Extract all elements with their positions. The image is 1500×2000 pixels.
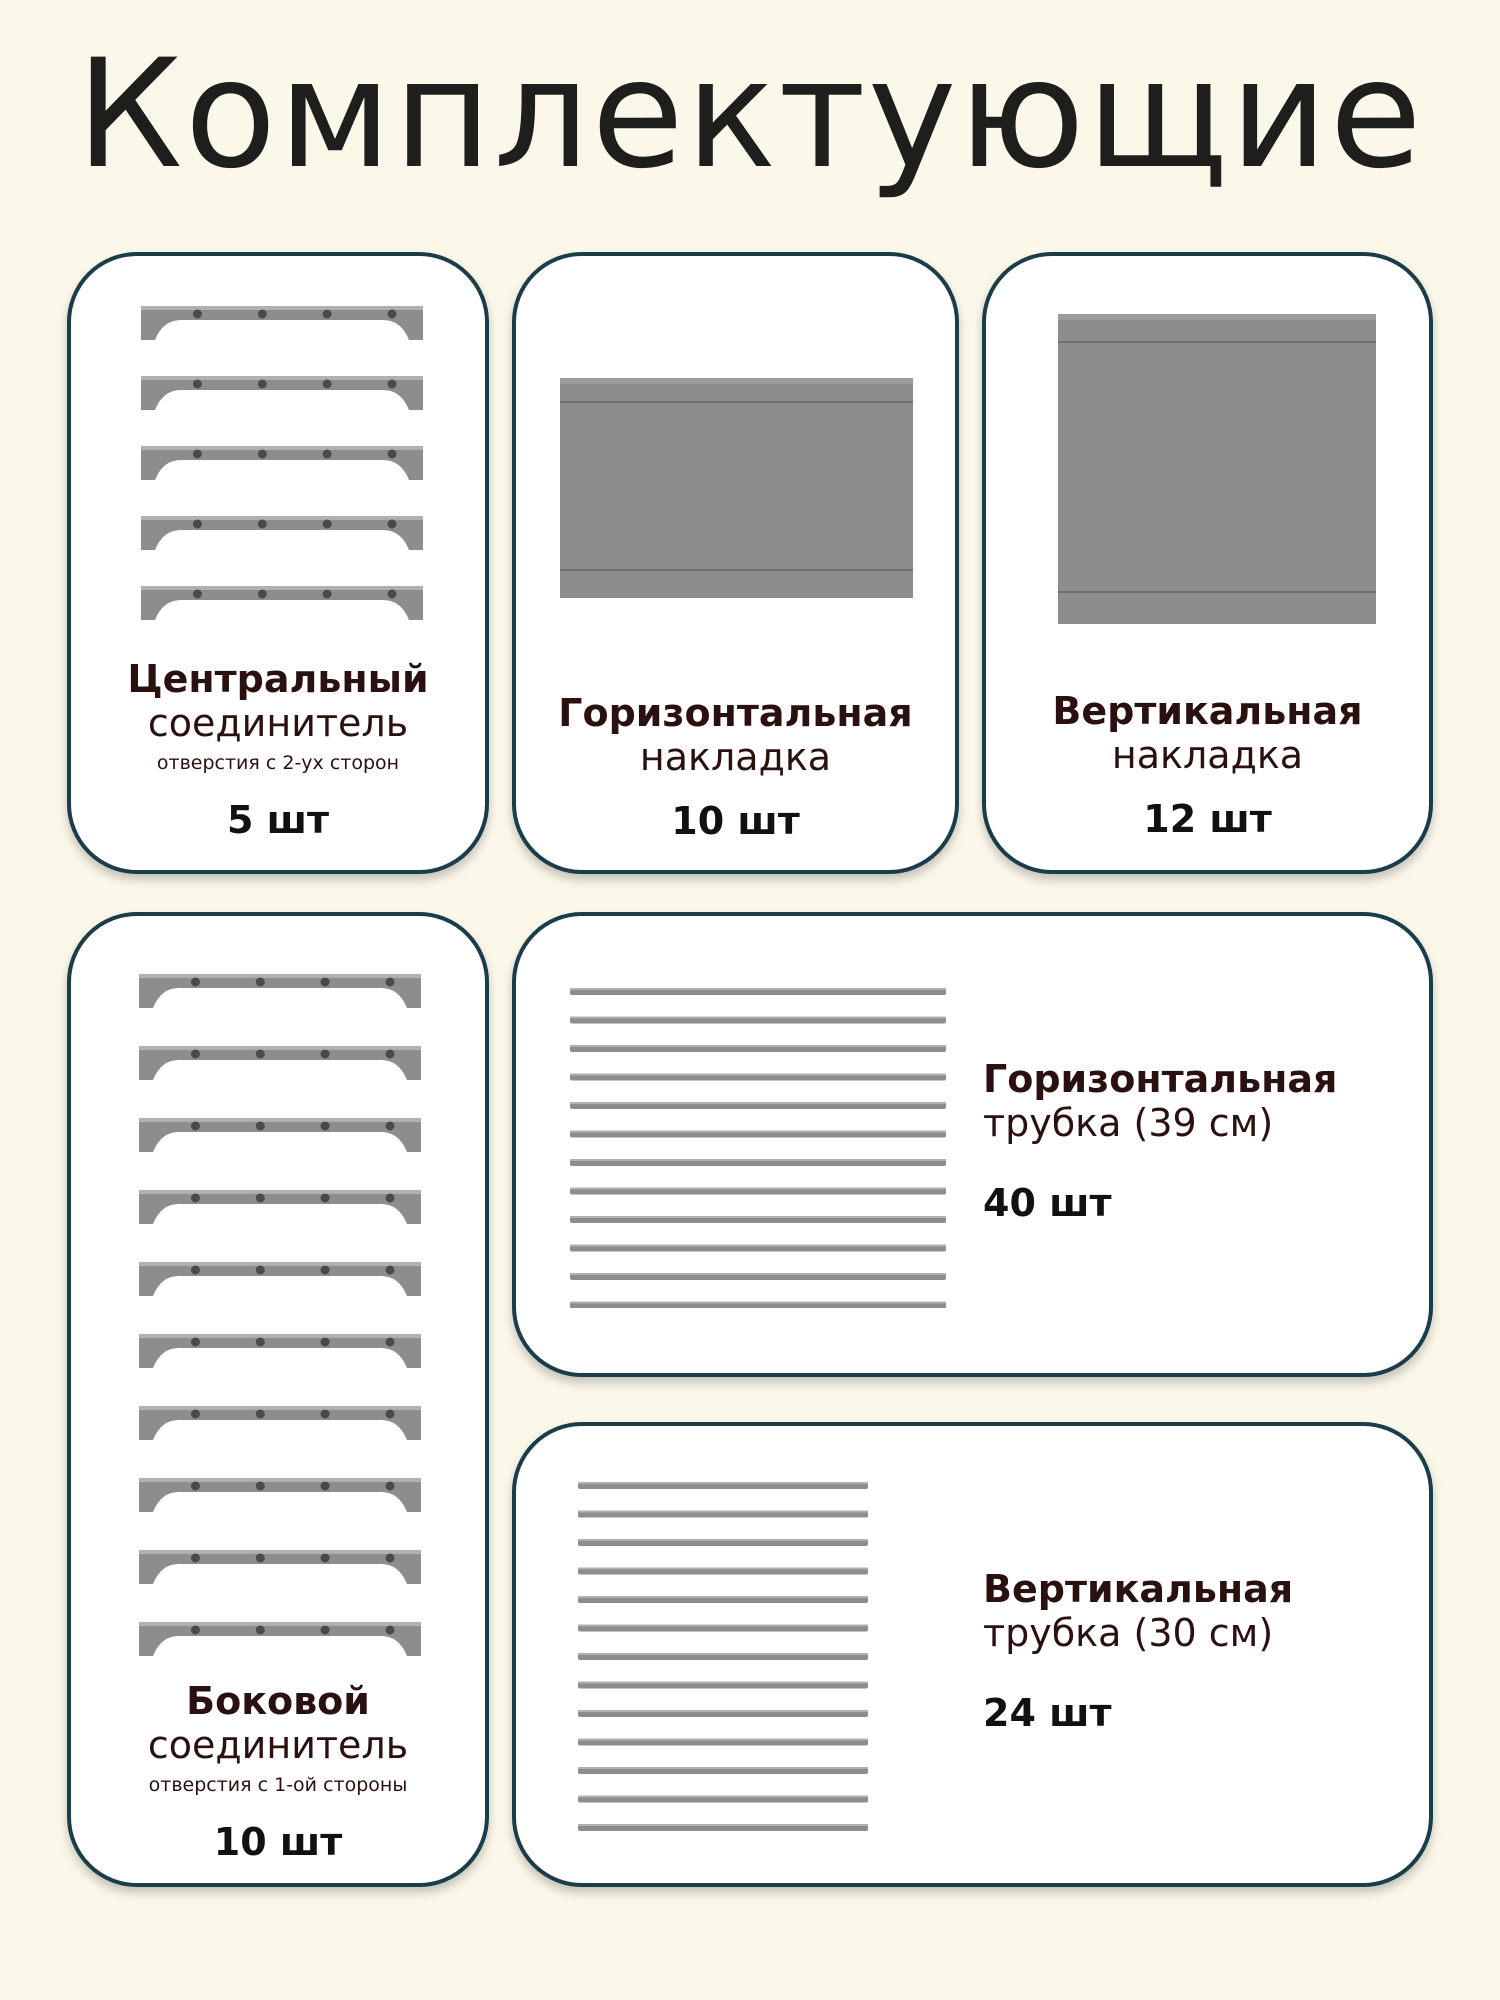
side-connector-note: отверстия с 1-ой стороны	[148, 1774, 408, 1797]
side-connector-part	[139, 1622, 421, 1656]
connector-hole	[386, 1482, 395, 1491]
side-connector-part	[139, 1478, 421, 1512]
connector-hole	[256, 1266, 265, 1275]
connector-bar	[139, 1118, 421, 1152]
vertical-tube-quantity: 24 шт	[983, 1691, 1112, 1736]
card-horizontal-panel	[512, 252, 959, 874]
connector-hole	[193, 450, 202, 459]
connector-hole	[388, 520, 397, 529]
connector-hole	[256, 1626, 265, 1635]
side-connector-subtitle: соединитель	[147, 1722, 409, 1767]
horizontal-tube-quantity: 40 шт	[983, 1181, 1112, 1226]
vertical-panel-subtitle: накладка	[1111, 732, 1304, 777]
connector-edge	[139, 1046, 421, 1050]
connector-hole	[386, 1554, 395, 1563]
connector-hole	[323, 450, 332, 459]
connector-bar	[139, 1478, 421, 1512]
tube-highlight	[570, 1188, 946, 1190]
connector-hole	[323, 520, 332, 529]
connector-bar	[139, 1190, 421, 1224]
connector-edge	[141, 516, 423, 520]
central-connector-part	[141, 586, 423, 620]
vertical-tube-part	[578, 1511, 868, 1518]
card-central-connector	[67, 252, 489, 874]
connector-hole	[191, 1410, 200, 1419]
tube-highlight	[570, 1273, 946, 1275]
vertical-panel-shape	[1058, 314, 1376, 624]
connector-hole	[191, 1554, 200, 1563]
side-connector-illustration	[139, 974, 429, 1669]
side-connector-part	[139, 1046, 421, 1080]
horizontal-panel-illustration	[560, 378, 913, 598]
connector-edge	[139, 1334, 421, 1338]
tube-highlight	[570, 1017, 946, 1019]
card-vertical-panel	[982, 252, 1433, 874]
page-title: Комплектующие	[76, 28, 1424, 202]
vertical-tube-part	[578, 1625, 868, 1632]
connector-hole	[258, 310, 267, 319]
connector-hole	[193, 380, 202, 389]
horizontal-tube-part	[570, 1245, 946, 1252]
vertical-tube-part	[578, 1539, 868, 1546]
tube-highlight	[578, 1767, 868, 1769]
connector-bar	[139, 1406, 421, 1440]
horizontal-panel-shape	[560, 378, 913, 598]
horizontal-panel-subtitle: накладка	[639, 734, 832, 779]
tube-highlight	[578, 1539, 868, 1541]
connector-edge	[141, 446, 423, 450]
connector-hole	[191, 1482, 200, 1491]
vertical-tube-part	[578, 1824, 868, 1831]
tube-highlight	[578, 1482, 868, 1484]
connector-hole	[191, 1266, 200, 1275]
horizontal-tube-part	[570, 1017, 946, 1024]
connector-bar	[141, 376, 423, 410]
connector-hole	[191, 1050, 200, 1059]
tube-highlight	[570, 1302, 946, 1304]
central-connector-illustration	[141, 306, 431, 636]
connector-hole	[321, 1338, 330, 1347]
vertical-tube-part	[578, 1482, 868, 1489]
connector-hole	[256, 1482, 265, 1491]
connector-hole	[323, 380, 332, 389]
connector-hole	[256, 1338, 265, 1347]
connector-hole	[388, 310, 397, 319]
tube-highlight	[578, 1568, 868, 1570]
connector-hole	[321, 1050, 330, 1059]
central-connector-part	[141, 306, 423, 340]
connector-hole	[321, 978, 330, 987]
vertical-tube-part	[578, 1596, 868, 1603]
connector-hole	[256, 1194, 265, 1203]
connector-hole	[256, 1122, 265, 1131]
central-connector-part	[141, 446, 423, 480]
tube-highlight	[570, 1045, 946, 1047]
connector-hole	[258, 590, 267, 599]
vertical-tube-part	[578, 1568, 868, 1575]
vertical-panel-name: Вертикальная	[1052, 689, 1363, 733]
connector-edge	[139, 1190, 421, 1194]
connector-hole	[256, 1410, 265, 1419]
connector-hole	[388, 380, 397, 389]
vertical-tube-subtitle: трубка (30 см)	[983, 1610, 1274, 1655]
connector-edge	[139, 1478, 421, 1482]
vertical-tube-part	[578, 1739, 868, 1746]
horizontal-panel-name: Горизонтальная	[558, 691, 913, 735]
vertical-tube-part	[578, 1710, 868, 1717]
side-connector-name: Боковой	[186, 1679, 370, 1723]
tube-highlight	[570, 988, 946, 990]
horizontal-tube-illustration	[570, 988, 946, 1308]
central-connector-note: отверстия с 2-ух сторон	[156, 752, 400, 775]
tube-highlight	[570, 1216, 946, 1218]
connector-hole	[258, 520, 267, 529]
horizontal-panel-quantity: 10 шт	[671, 799, 800, 844]
horizontal-tube-part	[570, 1188, 946, 1195]
tube-highlight	[570, 1131, 946, 1133]
horizontal-tube-part	[570, 1273, 946, 1280]
tube-highlight	[578, 1596, 868, 1598]
connector-hole	[191, 1122, 200, 1131]
tube-highlight	[578, 1653, 868, 1655]
tube-highlight	[578, 1796, 868, 1798]
connector-bar	[139, 1334, 421, 1368]
horizontal-tube-part	[570, 1074, 946, 1081]
connector-hole	[193, 590, 202, 599]
connector-hole	[256, 978, 265, 987]
tube-highlight	[578, 1682, 868, 1684]
side-connector-part	[139, 1190, 421, 1224]
connector-hole	[258, 380, 267, 389]
vertical-tube-part	[578, 1796, 868, 1803]
vertical-tube-name: Вертикальная	[983, 1567, 1294, 1611]
connector-bar	[139, 1550, 421, 1584]
side-connector-quantity: 10 шт	[213, 1820, 343, 1865]
side-connector-part	[139, 1262, 421, 1296]
side-connector-part	[139, 1550, 421, 1584]
connector-hole	[386, 978, 395, 987]
connector-hole	[321, 1554, 330, 1563]
vertical-tube-part	[578, 1682, 868, 1689]
vertical-panel-illustration	[1058, 314, 1376, 624]
connector-hole	[191, 1338, 200, 1347]
central-connector-part	[141, 376, 423, 410]
vertical-panel-edge	[1058, 314, 1376, 320]
tube-highlight	[578, 1625, 868, 1627]
horizontal-tube-subtitle: трубка (39 см)	[983, 1100, 1274, 1145]
connector-edge	[141, 586, 423, 590]
central-connector-subtitle: соединитель	[147, 700, 409, 745]
connector-hole	[386, 1626, 395, 1635]
connector-hole	[258, 450, 267, 459]
tube-highlight	[570, 1245, 946, 1247]
connector-hole	[256, 1554, 265, 1563]
horizontal-tube-part	[570, 1102, 946, 1109]
connector-edge	[139, 1406, 421, 1410]
vertical-tube-illustration	[578, 1482, 868, 1838]
connector-hole	[386, 1194, 395, 1203]
connector-bar	[139, 1622, 421, 1656]
connector-hole	[321, 1266, 330, 1275]
connector-bar	[139, 1046, 421, 1080]
connector-hole	[321, 1410, 330, 1419]
connector-bar	[139, 1262, 421, 1296]
tube-highlight	[578, 1739, 868, 1741]
connector-bar	[141, 306, 423, 340]
connector-bar	[141, 586, 423, 620]
horizontal-tube-part	[570, 1159, 946, 1166]
connector-bar	[141, 446, 423, 480]
connector-edge	[139, 974, 421, 978]
connector-hole	[386, 1122, 395, 1131]
connector-hole	[191, 1194, 200, 1203]
connector-edge	[139, 1550, 421, 1554]
card-horizontal-tube	[512, 912, 1433, 1377]
tube-highlight	[570, 1102, 946, 1104]
horizontal-panel-edge	[560, 378, 913, 384]
connector-hole	[386, 1266, 395, 1275]
connector-hole	[256, 1050, 265, 1059]
connector-edge	[141, 376, 423, 380]
vertical-tube-part	[578, 1653, 868, 1660]
connector-hole	[388, 590, 397, 599]
horizontal-tube-name: Горизонтальная	[983, 1057, 1338, 1101]
connector-hole	[321, 1626, 330, 1635]
central-connector-name: Центральный	[127, 657, 429, 701]
connector-bar	[141, 516, 423, 550]
connector-hole	[386, 1338, 395, 1347]
connector-hole	[323, 590, 332, 599]
tube-highlight	[578, 1824, 868, 1826]
connector-hole	[323, 310, 332, 319]
connector-edge	[139, 1262, 421, 1266]
horizontal-tube-part	[570, 988, 946, 995]
connector-hole	[321, 1122, 330, 1131]
side-connector-part	[139, 1334, 421, 1368]
card-side-connector	[67, 912, 489, 1887]
connector-hole	[386, 1410, 395, 1419]
tube-highlight	[578, 1511, 868, 1513]
connector-edge	[139, 1622, 421, 1626]
horizontal-tube-part	[570, 1216, 946, 1223]
central-connector-quantity: 5 шт	[226, 798, 330, 843]
central-connector-part	[141, 516, 423, 550]
connector-edge	[139, 1118, 421, 1122]
connector-hole	[321, 1194, 330, 1203]
connector-hole	[321, 1482, 330, 1491]
connector-hole	[386, 1050, 395, 1059]
vertical-panel-quantity: 12 шт	[1143, 797, 1272, 842]
connector-bar	[139, 974, 421, 1008]
side-connector-part	[139, 1118, 421, 1152]
horizontal-tube-part	[570, 1045, 946, 1052]
tube-highlight	[578, 1710, 868, 1712]
connector-hole	[388, 450, 397, 459]
horizontal-tube-part	[570, 1302, 946, 1309]
vertical-tube-part	[578, 1767, 868, 1774]
side-connector-part	[139, 974, 421, 1008]
tube-highlight	[570, 1159, 946, 1161]
connector-hole	[191, 978, 200, 987]
horizontal-tube-part	[570, 1131, 946, 1138]
side-connector-part	[139, 1406, 421, 1440]
tube-highlight	[570, 1074, 946, 1076]
connector-hole	[193, 310, 202, 319]
connector-edge	[141, 306, 423, 310]
connector-hole	[193, 520, 202, 529]
card-vertical-tube	[512, 1422, 1433, 1887]
connector-hole	[191, 1626, 200, 1635]
